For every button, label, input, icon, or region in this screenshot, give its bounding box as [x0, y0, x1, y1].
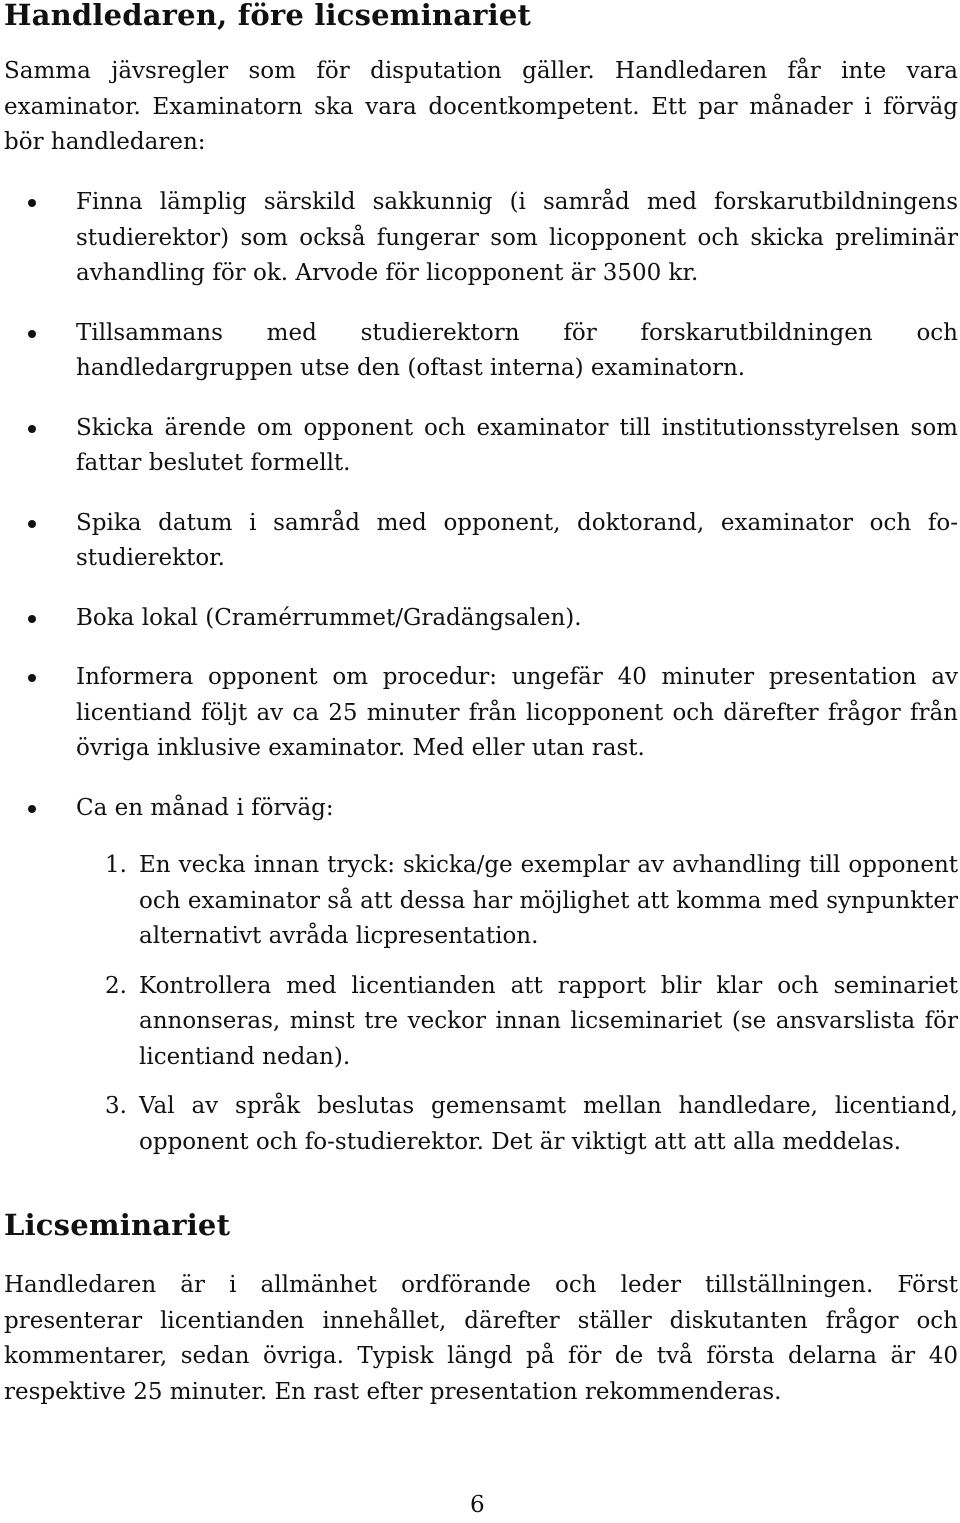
bullet-list [4, 185, 958, 1184]
bullet-dot-icon [28, 805, 36, 813]
bullet-item: Skicka ärende om opponent och examinator till institutionsstyrelsen som fattar beslutet formellt. [4, 411, 958, 482]
bullet-item: Tillsammans med studierektorn för forskarutbildningen och handledargruppen utse den (oftast interna) examinatorn. [4, 316, 958, 387]
bullet-dot-icon [28, 199, 36, 207]
bullet-dot-icon [28, 520, 36, 528]
page-number: 6 [470, 1492, 485, 1518]
section-heading-handledaren: Handledaren, före licseminariet [4, 0, 532, 32]
numbered-item: 1. En vecka innan tryck: skicka/ge exemplar av avhandling till opponent och examinator så att dessa har möjlighet att komma med synpunkter alternativt avråda licpresentation. [105, 852, 958, 949]
licseminariet-paragraph: Handledaren är i allmänhet ordförande och leder tillställningen. Först presenterar licentianden innehållet, därefter ställer diskutanten frågor och kommentarer, sedan övriga. Typisk längd på för de två första delarna är 40 respektive 25 minuter. En rast efter presentation rekommenderas. [4, 1272, 958, 1405]
bullet-item: Spika datum i samråd med opponent, doktorand, examinator och fo-studierektor. [4, 506, 958, 577]
section-heading-licseminariet: Licseminariet [4, 1208, 231, 1242]
numbered-item: 2. Kontrollera med licentianden att rapport blir klar och seminariet annonseras, minst tre veckor innan licseminariet (se ansvarslista för licentiand nedan). [105, 972, 958, 1070]
bullet-dot-icon [28, 615, 36, 623]
bullet-item: Boka lokal (Cramérrummet/Gradängsalen). [4, 601, 958, 637]
bullet-item: Finna lämplig särskild sakkunnig (i samråd med forskarutbildningens studierektor) som också fungerar som licopponent och skicka preliminär avhandling för ok. Arvode för licopponent är 3500 kr. [4, 185, 958, 292]
bullet-item: Informera opponent om procedur: ungefär 40 minuter presentation av licentiand följt av ca 25 minuter från licopponent och därefter frågor från övriga inklusive examinator. Med eller utan rast. [4, 660, 958, 767]
bullet-dot-icon [28, 425, 36, 433]
numbered-list [76, 848, 958, 1160]
bullet-dot-icon [28, 330, 36, 338]
bullet-item: Ca en månad i förväg: 1. En vecka innan tryck: skicka/ge exemplar av avhandling till opponent och examinator så att dessa har möjlighet att komma med synpunkter alternativt avråda licpresentation. 2. Kontrollera med licentianden att rapport blir klar och seminariet annonseras, minst tre veckor innan licseminariet (se ansvarslista för licentiand nedan). 3. Val av språk beslutas gemensamt mellan handledare, licentiand, opponent och fo-studierektor. Det är viktigt att att alla meddelas. [4, 791, 958, 1161]
intro-paragraph: Samma jävsregler som för disputation gäller. Handledaren får inte vara examinator. Examinatorn ska vara docentkompetent. Ett par månader i förväg bör handledaren: [4, 58, 958, 155]
numbered-item: 3. Val av språk beslutas gemensamt mellan handledare, licentiand, opponent och fo-studierektor. Det är viktigt att att alla meddelas. [105, 1093, 958, 1155]
bullet-dot-icon [28, 674, 36, 682]
